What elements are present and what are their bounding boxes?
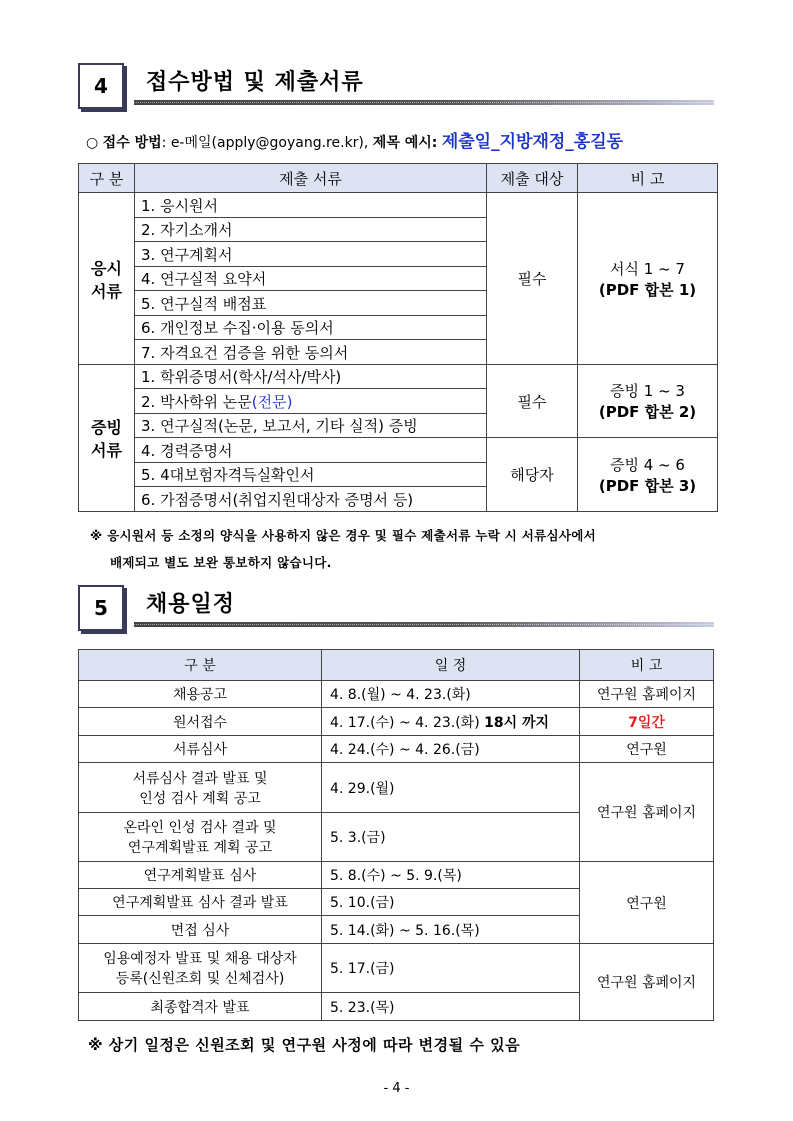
table-row [79,862,714,889]
header-cell: 제출 대상 [487,164,578,193]
page-number: - 4 - [383,1081,410,1096]
date-cell: 4. 29.(월) [322,763,580,813]
date-cell: 5. 14.(화) ~ 5. 16.(목) [322,916,580,944]
document-item: 6. 가점증명서(취업지원대상자 증명서 등) [135,487,487,512]
table-row [79,944,714,993]
document-item: 1. 학위증명서(학사/석사/박사) [135,365,487,389]
group-name-cell: 증빙 서류 [79,365,135,512]
document-item: 6. 개인정보 수집·이용 동의서 [135,316,487,340]
date-cell: 4. 17.(수) ~ 4. 23.(화) 18시 까지 [322,708,580,736]
document-item: 3. 연구계획서 [135,242,487,267]
header-cell: 비 고 [580,650,714,681]
document-item: 1. 응시원서 [135,193,487,218]
section-number: 4 [78,63,124,109]
note-cell: 연구원 홈페이지 [580,681,714,708]
note-cell: 연구원 [580,862,714,944]
table-row [79,763,714,813]
table-header-row [79,650,714,681]
document-item: 3. 연구실적(논문, 보고서, 기타 실적) 증빙 [135,414,487,438]
subject-example: 제출일_지방재정_홍길동 [441,132,624,152]
section-divider [134,622,714,627]
document-item: 4. 경력증명서 [135,438,487,463]
schedule-table [78,649,714,1021]
item-cell: 온라인 인성 검사 결과 및 연구계획발표 계획 공고 [79,813,322,862]
section-number: 5 [78,585,124,631]
target-cell: 해당자 [487,438,578,512]
header-cell: 일 정 [322,650,580,681]
table-row [79,736,714,763]
date-cell: 5. 8.(수) ~ 5. 9.(목) [322,862,580,889]
date-cell: 4. 8.(월) ~ 4. 23.(화) [322,681,580,708]
section-title: 채용일정 [146,592,236,617]
item-cell: 임용예정자 발표 및 채용 대상자 등록(신원조회 및 신체검사) [79,944,322,993]
table-row [79,193,718,218]
document-item: 2. 자기소개서 [135,218,487,242]
target-cell: 필수 [487,193,578,365]
bullet: ○ [86,135,99,151]
header-cell: 구 분 [79,650,322,681]
note-cell: 7일간 [580,708,714,736]
date-cell: 5. 23.(목) [322,993,580,1021]
date-cell: 5. 10.(금) [322,889,580,916]
table-header-row [79,164,718,193]
header-cell: 비 고 [578,164,718,193]
note-cell: 연구원 [580,736,714,763]
note-cell: 연구원 홈페이지 [580,944,714,1021]
item-cell: 서류심사 결과 발표 및 인성 검사 계획 공고 [79,763,322,813]
note-cell: 서식 1 ~ 7 (PDF 합본 1) [578,193,718,365]
item-cell: 서류심사 [79,736,322,763]
document-item: 5. 4대보험자격득실확인서 [135,463,487,487]
highlight-text: (전문) [251,392,293,411]
apply-method-line [86,127,623,152]
note-cell: 증빙 4 ~ 6 (PDF 합본 3) [578,438,718,512]
date-cell: 5. 3.(금) [322,813,580,862]
document-item: 5. 연구실적 배점표 [135,291,487,316]
group-name-cell: 응시 서류 [79,193,135,365]
header-cell: 제출 서류 [135,164,487,193]
target-cell: 필수 [487,365,578,438]
subject-label: 제목 예시: [372,135,438,151]
section-divider [134,100,714,105]
submission-note: ※ 응시원서 등 소정의 양식을 사용하지 않은 경우 및 필수 제출서류 누락 시 서류심사에서 배제되고 별도 보완 통보하지 않습니다. [90,528,597,570]
table-row [79,681,714,708]
date-cell: 4. 24.(수) ~ 4. 26.(금) [322,736,580,763]
table-row [79,365,718,389]
note-cell: 연구원 홈페이지 [580,763,714,862]
section-title: 접수방법 및 제출서류 [146,70,364,95]
document-item: 4. 연구실적 요약서 [135,267,487,291]
item-cell: 채용공고 [79,681,322,708]
apply-label: 접수 방법 [102,135,162,151]
item-cell: 연구계획발표 심사 [79,862,322,889]
item-cell: 최종합격자 발표 [79,993,322,1021]
table-row [79,438,718,463]
header-cell: 구 분 [79,164,135,193]
schedule-note: ※ 상기 일정은 신원조회 및 연구원 사정에 따라 변경될 수 있음 [88,1036,521,1054]
document-item: 2. 박사학위 논문(전문) [135,389,487,414]
documents-table [78,163,718,512]
item-cell: 원서접수 [79,708,322,736]
apply-value: : e-메일(apply@goyang.re.kr), [161,135,369,151]
document-item: 7. 자격요건 검증을 위한 동의서 [135,340,487,365]
date-cell: 5. 17.(금) [322,944,580,993]
note-cell: 증빙 1 ~ 3 (PDF 합본 2) [578,365,718,438]
table-row [79,708,714,736]
item-cell: 연구계획발표 심사 결과 발표 [79,889,322,916]
item-cell: 면접 심사 [79,916,322,944]
